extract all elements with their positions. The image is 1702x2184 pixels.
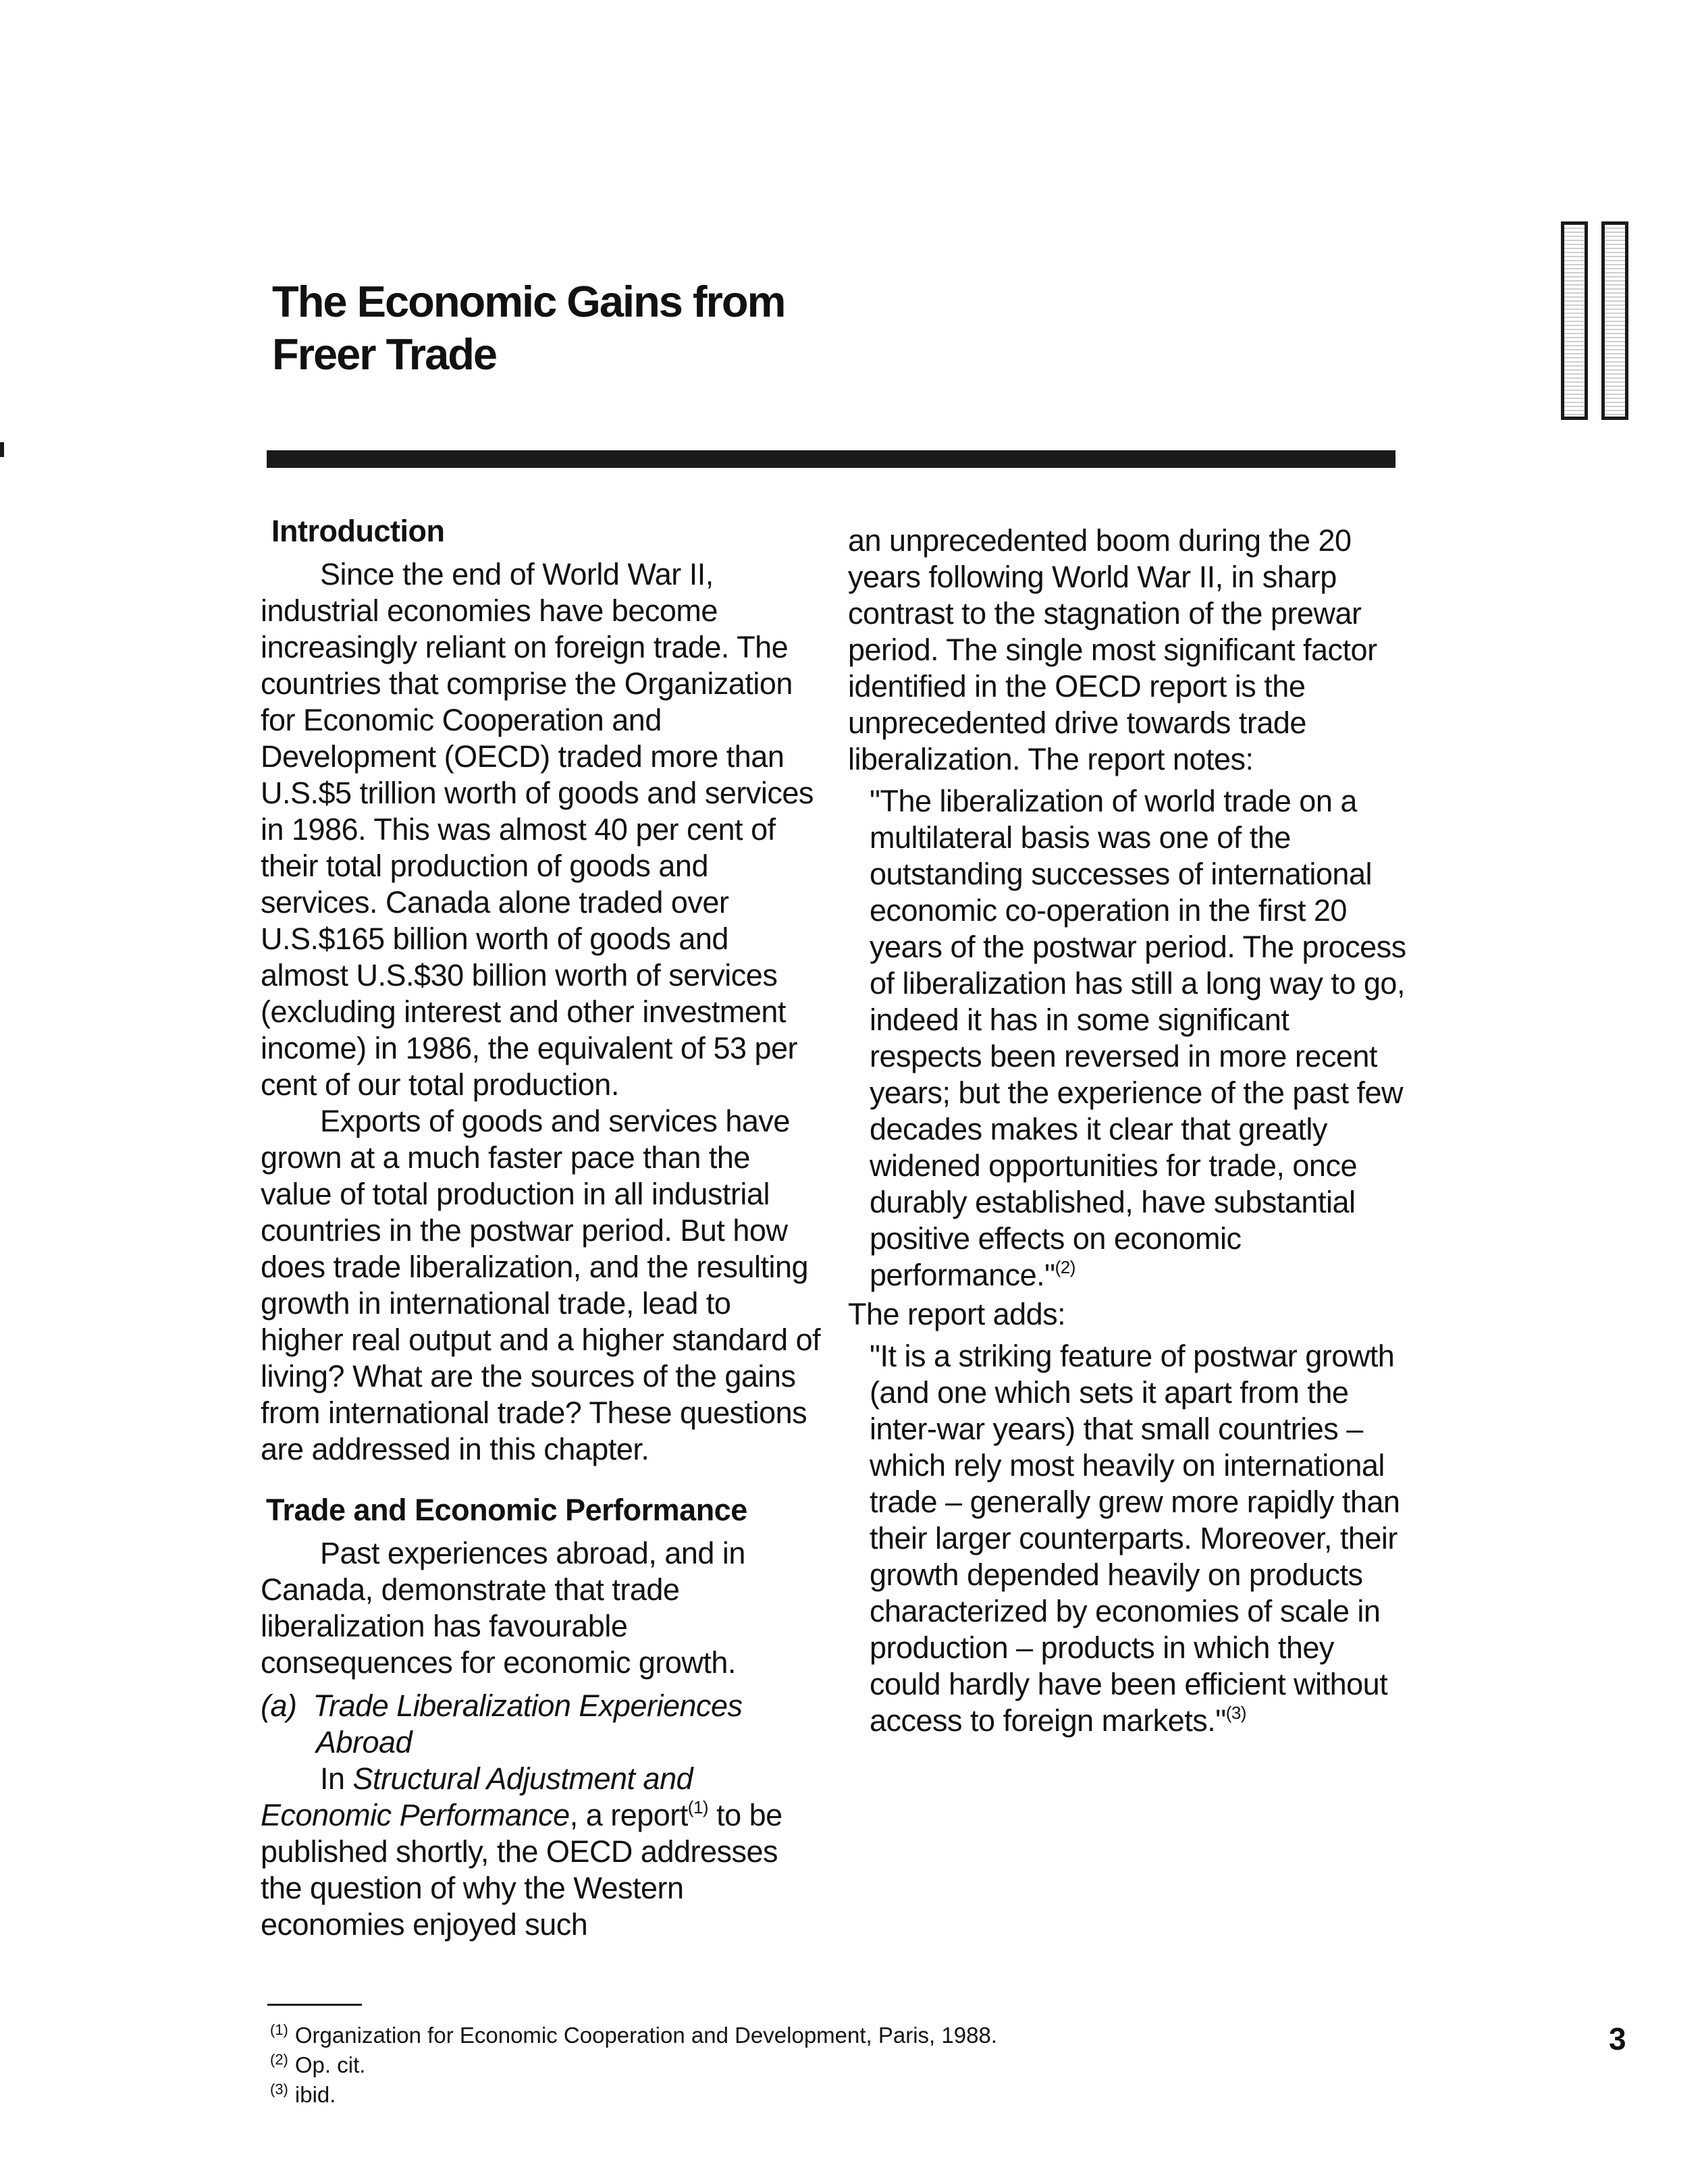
left-column xyxy=(261,513,821,1943)
footnote-3 xyxy=(270,2080,1148,2110)
subsection-title-line-1: Trade Liberalization Experiences xyxy=(313,1688,743,1723)
footnote-1-marker: (1) xyxy=(270,2021,288,2038)
introduction-paragraph-2: Exports of goods and services have grown at a much faster pace than the value of total production in all industrial countries in the postwar period. But how does trade liberalization, and the resulting growth in international trade, lead to higher real output and a higher standard of living? What are the sources of the gains from international trade? These questions are addressed in this chapter. xyxy=(261,1104,821,1466)
quote-1 xyxy=(848,783,1408,1294)
chapter-title xyxy=(272,275,880,381)
footnote-ref-1: (1) xyxy=(687,1797,709,1817)
right-column xyxy=(848,523,1408,1739)
paragraph-in: In xyxy=(320,1761,345,1796)
right-paragraph-1: an unprecedented boom during the 20 years following World War II, in sharp contrast to the stagnation of the prewar period. The single most significant factor identified in the OECD report is the unprecedented drive towards trade liberalization. The report notes: xyxy=(848,523,1377,776)
page-number: 3 xyxy=(1609,2021,1626,2056)
quote-2 xyxy=(848,1338,1408,1739)
chapter-number-marker xyxy=(1561,221,1628,417)
introduction-heading: Introduction xyxy=(271,514,445,548)
title-rule xyxy=(267,450,1395,468)
footnotes xyxy=(270,2021,1148,2110)
margin-mark xyxy=(0,442,4,457)
chapter-title-line-1: The Economic Gains from xyxy=(272,277,785,326)
subsection-marker: (a) xyxy=(261,1688,297,1723)
trade-section-heading: Trade and Economic Performance xyxy=(266,1493,747,1527)
introduction-paragraph-1: Since the end of World War II, industrial economies have become increasingly reliant on foreign trade. The countries that comprise the Organization for Economic Cooperation and Development (OECD) traded more than U.S.$5 trillion worth of goods and services in 1986. This was almost 40 per cent of their total production of goods and services. Canada alone traded over U.S.$165 billion worth of goods and almost U.S.$30 billion worth of services (excluding interest and other investment income) in 1986, the equivalent of 53 per cent of our total production. xyxy=(261,557,814,1102)
subsection-heading xyxy=(261,1688,821,1761)
footnote-ref-3: (3) xyxy=(1225,1703,1246,1723)
quote-1-text: "The liberalization of world trade on a multilateral basis was one of the outstanding successes of international economic co-operation in the first 20 years of the postwar period. The process of liberalization has still a long way to go, indeed it has in some significant respects been reversed in more recent years; but the experience of the past few decades makes it clear that greatly widened opportunities for trade, once durably established, have substantial positive effects on economic performance." xyxy=(870,784,1406,1292)
quote-2-text: "It is a striking feature of postwar growth (and one which sets it apart from the inter-war years) that small countries – which rely most heavily on international trade – generally grew more rapidly than their larger counterparts. Moreover, their growth depended heavily on products characterized by economies of scale in production – products in which they could hardly have been efficient without access to foreign markets." xyxy=(870,1339,1400,1738)
footnote-2-text: Op. cit. xyxy=(294,2052,366,2077)
report-adds: The report adds: xyxy=(848,1297,1066,1331)
footnote-3-marker: (3) xyxy=(270,2081,288,2098)
footnote-2-marker: (2) xyxy=(270,2051,288,2068)
footnote-1-text: Organization for Economic Cooperation and Development, Paris, 1988. xyxy=(294,2023,997,2048)
footnote-rule xyxy=(267,2004,362,2006)
report-title: Structural Adjustment and Economic Performance xyxy=(261,1761,693,1832)
footnote-1 xyxy=(270,2021,1148,2050)
footnote-3-text: ibid. xyxy=(294,2082,336,2107)
paragraph-rest: to be published shortly, the OECD addresses the question of why the Western economies enjoyed such xyxy=(261,1798,782,1942)
trade-section-paragraph-1: Past experiences abroad, and in Canada, demonstrate that trade liberalization has favourable consequences for economic growth. xyxy=(261,1536,745,1680)
paragraph-after-title: , a report xyxy=(569,1798,688,1832)
chapter-marker-bar-right xyxy=(1601,221,1628,420)
chapter-marker-bar-left xyxy=(1561,221,1588,420)
subsection-title-line-2: Abroad xyxy=(316,1725,413,1759)
footnote-ref-2: (2) xyxy=(1055,1257,1075,1277)
trade-section-paragraph-2 xyxy=(261,1761,821,1943)
footnote-2 xyxy=(270,2050,1148,2080)
chapter-title-line-2: Freer Trade xyxy=(272,329,497,379)
